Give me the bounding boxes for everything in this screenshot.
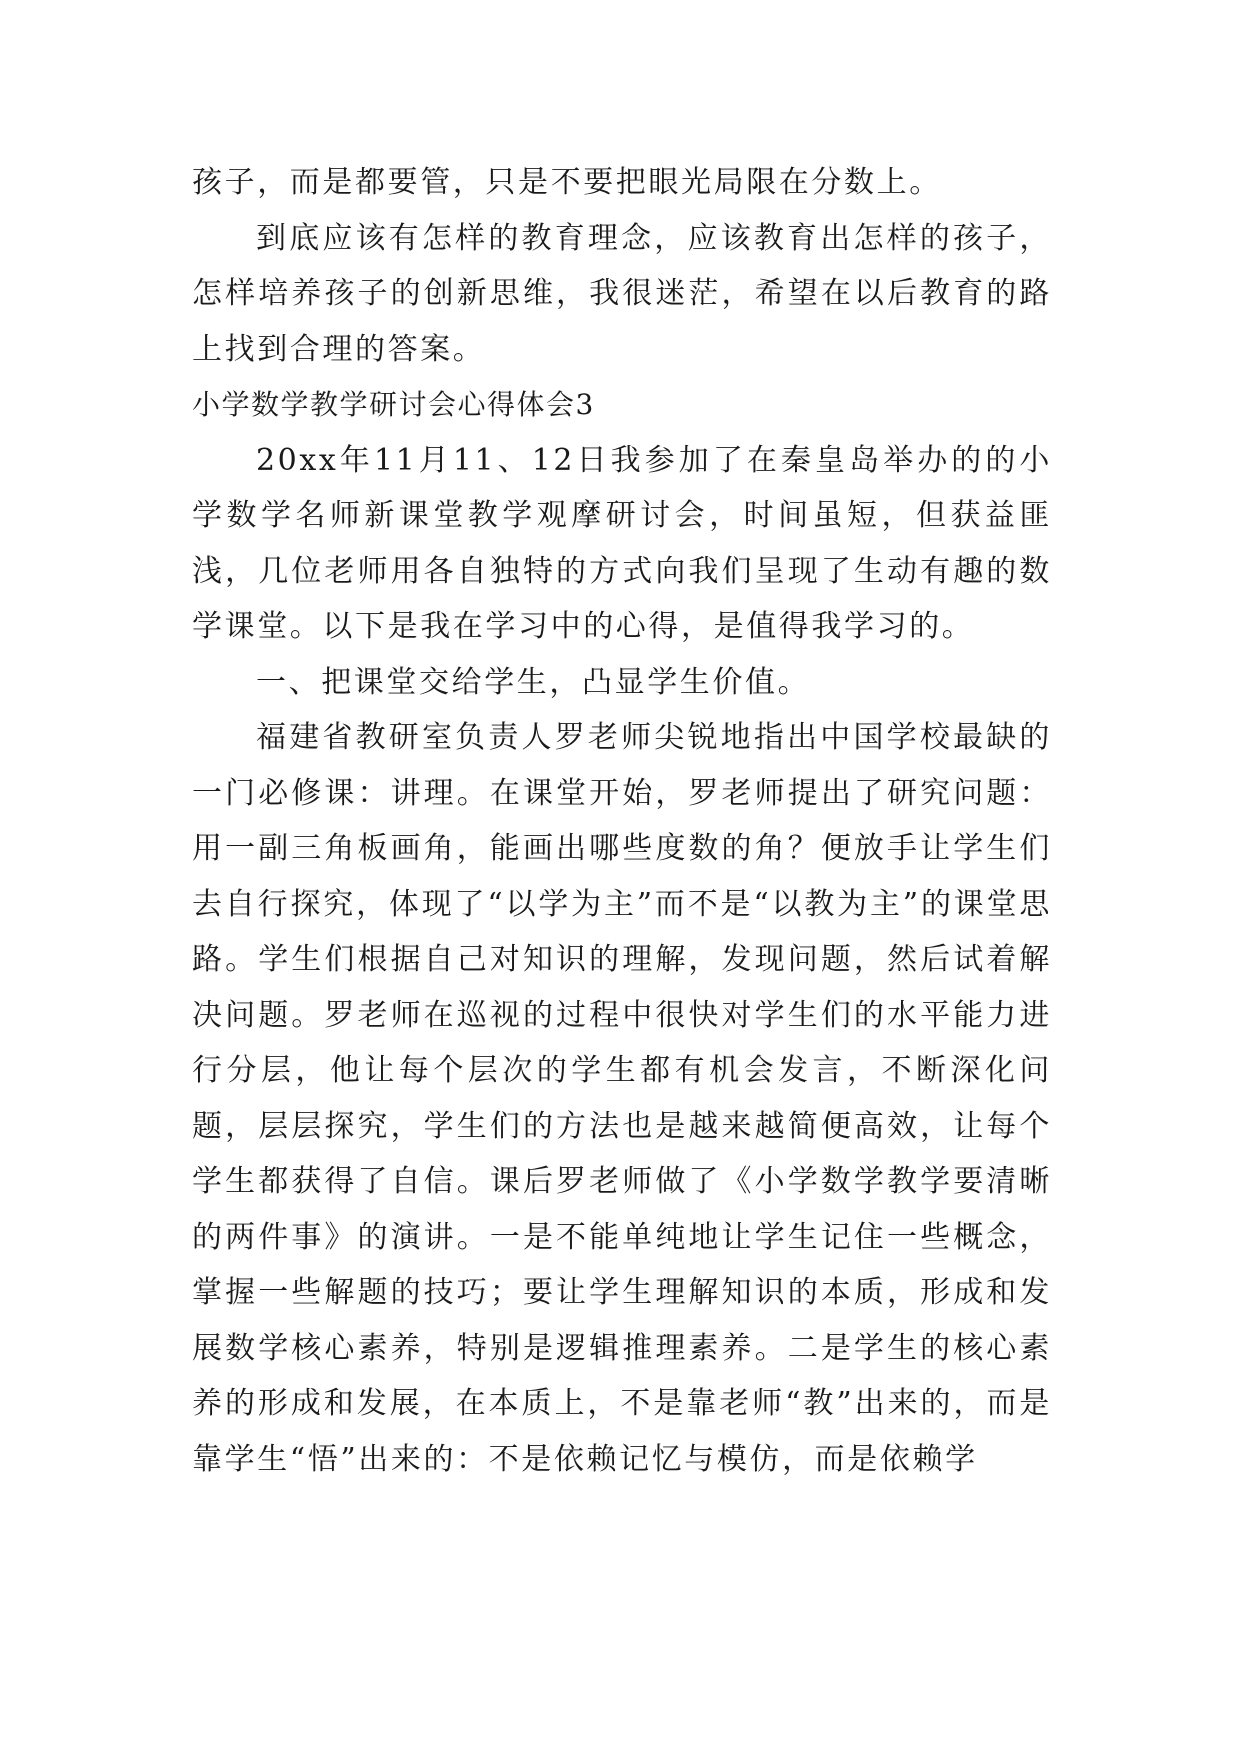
section-heading: 小学数学教学研讨会心得体会3 xyxy=(192,388,595,421)
paragraph-continuation: 孩子，而是都要管，只是不要把眼光局限在分数上。 xyxy=(192,165,942,200)
paragraph-intro: 20xx年11月11、12日我参加了在秦皇岛举办的的小学数学名师新课堂教学观摩研讨会，时间虽短，但获益匪浅，几位老师用各自独特的方式向我们呈现了生动有趣的数学课堂。以下是我在学习中的心得，是值得我学习的。 xyxy=(192,442,1052,644)
paragraph-body: 福建省教研室负责人罗老师尖锐地指出中国学校最缺的一门必修课：讲理。在课堂开始，罗老师提出了研究问题：用一副三角板画角，能画出哪些度数的角？便放手让学生们去自行探究，体现了“以学为主”而不是“以教为主”的课堂思路。学生们根据自己对知识的理解，发现问题，然后试着解决问题。罗老师在巡视的过程中很快对学生们的水平能力进行分层，他让每个层次的学生都有机会发言，不断深化问题，层层探究，学生们的方法也是越来越简便高效，让每个学生都获得了自信。课后罗老师做了《小学数学教学要清晰的两件事》的演讲。一是不能单纯地让学生记住一些概念，掌握一些解题的技巧；要让学生理解知识的本质，形成和发展数学核心素养，特别是逻辑推理素养。二是学生的核心素养的形成和发展，在本质上，不是靠老师“教”出来的，而是靠学生“悟”出来的：不是依赖记忆与模仿，而是依赖学 xyxy=(192,720,1052,1477)
subheading-point-one: 一、把课堂交给学生，凸显学生价值。 xyxy=(256,664,811,700)
paragraph-reflection: 到底应该有怎样的教育理念，应该教育出怎样的孩子，怎样培养孩子的创新思维，我很迷茫，希望在以后教育的路上找到合理的答案。 xyxy=(192,220,1052,367)
document-page xyxy=(192,155,1052,1487)
